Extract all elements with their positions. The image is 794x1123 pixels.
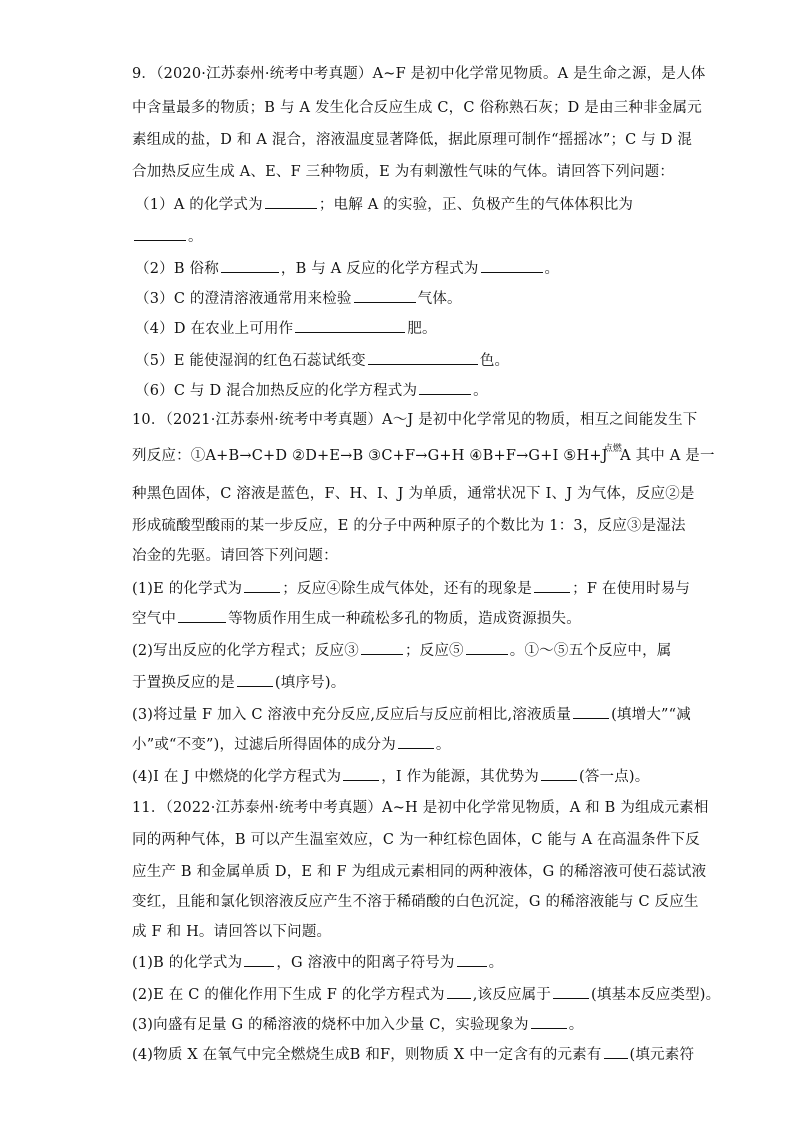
q9-stem-line-2: 中含量最多的物质；B 与 A 发生化合反应生成 C，C 俗称熟石灰；D 是由三种非金属元 bbox=[132, 100, 702, 116]
q9-part-6: （6）C 与 D 混合加热反应的化学方程式为 。 bbox=[135, 380, 488, 401]
q10-part-3: (3)将过量 F 加入 C 溶液中充分反应,反应后与反应前相比,溶液质量 (填增大”“减 bbox=[132, 704, 691, 725]
answer-blank[interactable] bbox=[534, 578, 570, 593]
q11-stem-line-4: 变红，且能和氯化钡溶液反应产生不溶于稀硝酸的白色沉淀，G 的稀溶液能与 C 反应生 bbox=[132, 894, 699, 910]
answer-blank[interactable] bbox=[553, 984, 589, 999]
answer-blank[interactable] bbox=[244, 952, 274, 967]
q9-part-1: （1）A 的化学式为 ；电解 A 的实验，正、负极产生的气体体积比为 bbox=[135, 194, 633, 215]
q9-part-5: （5）E 能使湿润的红色石蕊试纸变 色。 bbox=[135, 350, 509, 371]
q9-part-3: （3）C 的澄清溶液通常用来检验 气体。 bbox=[135, 288, 462, 309]
q10-part-2: (2)写出反应的化学方程式；反应③ ；反应⑤ 。①～⑤五个反应中，属 bbox=[132, 640, 671, 661]
q11-stem-line-2: 同的两种气体，B 可以产生温室效应，C 为一种红棕色固体，C 能与 A 在高温条件下反 bbox=[132, 832, 700, 848]
answer-blank[interactable] bbox=[368, 350, 478, 365]
answer-blank[interactable] bbox=[541, 766, 577, 781]
ignite-condition: 点燃 bbox=[603, 444, 623, 454]
answer-blank[interactable] bbox=[295, 318, 405, 333]
answer-blank[interactable] bbox=[178, 608, 226, 623]
answer-blank[interactable] bbox=[265, 194, 317, 209]
q9-part-1-cont: 。 bbox=[132, 226, 203, 247]
answer-blank[interactable] bbox=[361, 640, 403, 655]
q11-stem-line-1: 11．（2022·江苏泰州·统考中考真题）A~H 是初中化学常见物质，A 和 B 为组成元素相 bbox=[132, 800, 709, 816]
q9-stem-line-1: 9．（2020·江苏泰州·统考中考真题）A~F 是初中化学常见物质。A 是生命之源，是人体 bbox=[132, 66, 706, 82]
q10-part-4: (4)I 在 J 中燃烧的化学方程式为 ，I 作为能源，其优势为 (答一点)。 bbox=[132, 766, 649, 787]
answer-blank[interactable] bbox=[447, 984, 471, 999]
answer-blank[interactable] bbox=[134, 226, 186, 241]
q10-stem-line-3: 种黑色固体，C 溶液是蓝色，F、H、I、J 为单质，通常状况下 I、J 为气体，反应②是 bbox=[132, 486, 695, 502]
answer-blank[interactable] bbox=[419, 380, 471, 395]
q10-part-1-cont: 空气中 等物质作用生成一种疏松多孔的物质，造成资源损失。 bbox=[132, 608, 581, 629]
q10-stem-line-4: 形成硫酸型酸雨的某一步反应，E 的分子中两种原子的个数比为 1：3，反应③是湿法 bbox=[132, 518, 686, 534]
q10-stem-line-2: 列反应：①A+B→C+D ②D+E→B ③C+F→G+H ④B+F→G+I $⑤H+J^{点燃}A$ 其中 A 是一 bbox=[132, 444, 715, 464]
q9-part-4: （4）D 在农业上可用作 肥。 bbox=[135, 318, 437, 339]
answer-blank[interactable] bbox=[237, 672, 273, 687]
answer-blank[interactable] bbox=[354, 288, 416, 303]
answer-blank[interactable] bbox=[604, 1044, 628, 1059]
answer-blank[interactable] bbox=[481, 258, 543, 273]
answer-blank[interactable] bbox=[221, 258, 279, 273]
q9-stem-line-4: 合加热反应生成 A、E、F 三种物质，E 为有刺激性气味的气体。请回答下列问题： bbox=[132, 164, 675, 180]
answer-blank[interactable] bbox=[573, 704, 609, 719]
answer-blank[interactable] bbox=[457, 952, 487, 967]
q10-part-2-cont: 于置换反应的是 (填序号)。 bbox=[132, 672, 345, 693]
q11-part-4: (4)物质 X 在氧气中完全燃烧生成B 和F，则物质 X 中一定含有的元素有 (填元素符 bbox=[132, 1044, 694, 1065]
q11-stem-line-5: 成 F 和 H。请回答以下问题。 bbox=[132, 924, 332, 940]
q11-part-2: (2)E 在 C 的催化作用下生成 F 的化学方程式为 ,该反应属于 (填基本反应类型)。 bbox=[132, 984, 720, 1005]
answer-blank[interactable] bbox=[343, 766, 379, 781]
q10-stem-line-1: 10．（2021·江苏泰州·统考中考真题）A～J 是初中化学常见的物质，相互之间能发生下 bbox=[132, 412, 698, 428]
q10-stem-line-5: 冶金的先驱。请回答下列问题： bbox=[132, 548, 338, 564]
answer-blank[interactable] bbox=[244, 578, 280, 593]
q9-stem-line-3: 素组成的盐，D 和 A 混合，溶液温度显著降低，据此原理可制作“摇摇冰”；C 与 D 混 bbox=[132, 132, 693, 148]
q11-part-3: (3)向盛有足量 G 的稀溶液的烧杯中加入少量 C，实验现象为 。 bbox=[132, 1014, 583, 1035]
answer-blank[interactable] bbox=[531, 1014, 567, 1029]
q10-part-1: (1)E 的化学式为 ；反应④除生成气体处，还有的现象是 ；F 在使用时易与 bbox=[132, 578, 690, 599]
q11-stem-line-3: 应生产 B 和金属单质 D，E 和 F 为组成元素相同的两种液体，G 的稀溶液可使石蕊试液 bbox=[132, 864, 707, 880]
answer-blank[interactable] bbox=[398, 734, 434, 749]
q11-part-1: (1)B 的化学式为 ，G 溶液中的阳离子符号为 。 bbox=[132, 952, 503, 973]
answer-blank[interactable] bbox=[466, 640, 508, 655]
q9-part-2: （2）B 俗称 ，B 与 A 反应的化学方程式为 。 bbox=[135, 258, 559, 279]
q10-part-3-cont: 小”或“不变”)，过滤后所得固体的成分为 。 bbox=[132, 734, 451, 755]
